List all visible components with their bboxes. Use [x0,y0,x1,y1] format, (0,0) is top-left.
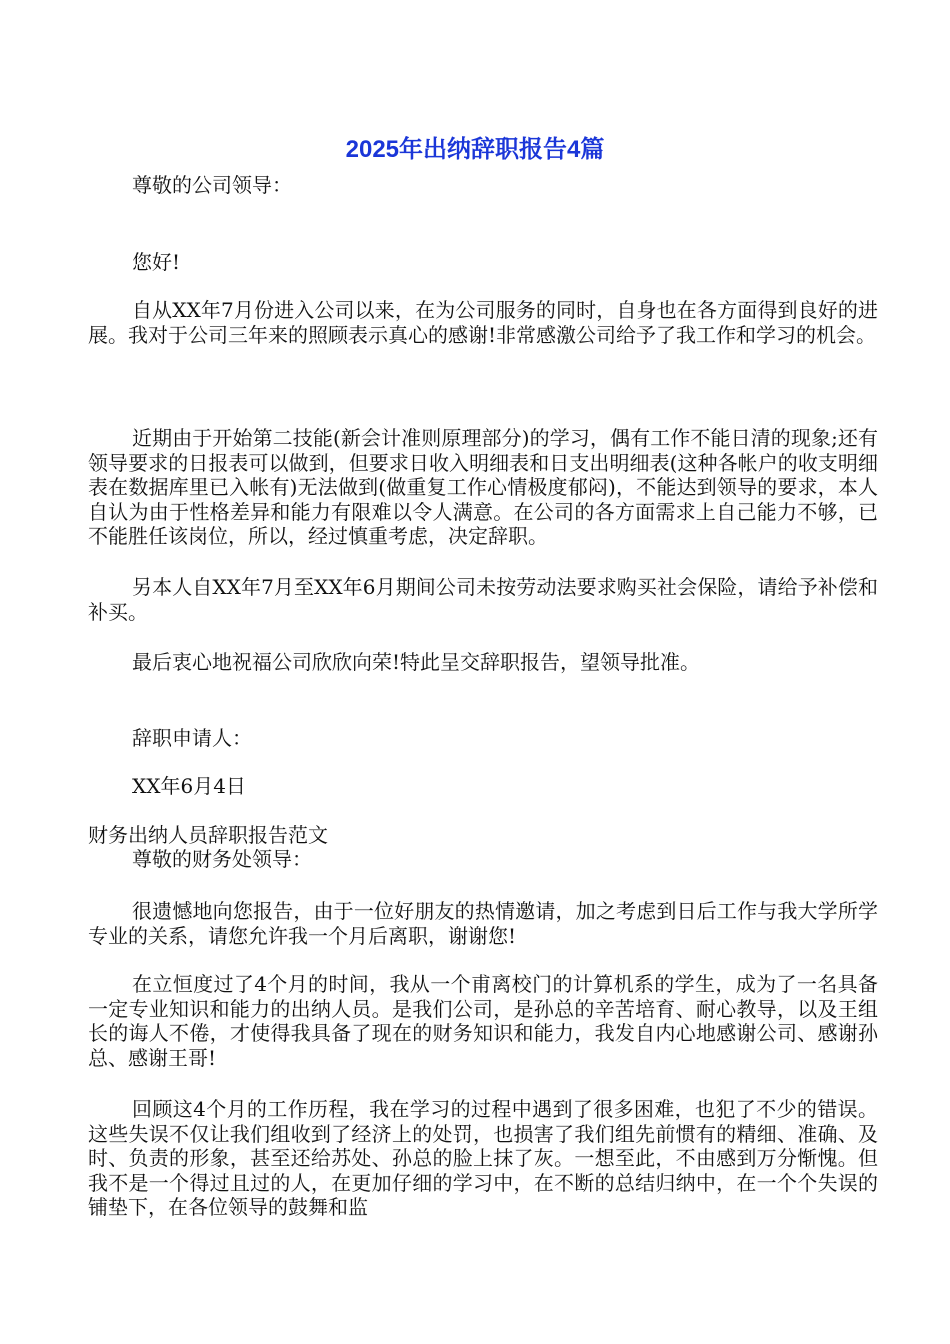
letter2-salutation: 尊敬的财务处领导： [132,847,312,871]
letter1-paragraph-1: 自从XX年7月份进入公司以来，在为公司服务的同时，自身也在各方面得到良好的进展。我对于公司三年来的照顾表示真心的感谢!非常感激公司给予了我工作和学习的机会。 [88,298,878,347]
letter2-paragraph-3: 回顾这4个月的工作历程，我在学习的过程中遇到了很多困难，也犯了不少的错误。这些失误不仅让我们组收到了经济上的处罚，也损害了我们组先前惯有的精细、准确、及时、负责的形象，甚至还给苏处、孙总的脸上抹了灰。一想至此，不由感到万分惭愧。但我不是一个得过且过的人，在更加仔细的学习中，在不断的总结归纳中，在一个个失误的铺垫下，在各位领导的鼓舞和监 [88,1097,878,1219]
letter1-date: XX年6月4日 [132,774,246,798]
letter2-heading: 财务出纳人员辞职报告范文 [88,823,328,847]
letter1-paragraph-4: 最后衷心地祝福公司欣欣向荣!特此呈交辞职报告，望领导批准。 [132,650,701,674]
letter2-paragraph-1: 很遗憾地向您报告，由于一位好朋友的热情邀请，加之考虑到日后工作与我大学所学专业的关系，请您允许我一个月后离职，谢谢您! [88,899,878,948]
letter1-greeting: 您好! [132,250,181,274]
letter1-signer: 辞职申请人： [132,726,252,750]
document-title: 2025年出纳辞职报告4篇 [345,136,605,163]
letter1-salutation: 尊敬的公司领导： [132,173,292,197]
letter1-paragraph-2: 近期由于开始第二技能(新会计准则原理部分)的学习，偶有工作不能日清的现象;还有领导要求的日报表可以做到，但要求日收入明细表和日支出明细表(这种各帐户的收支明细表在数据库里已入帐有)无法做到(做重复工作心情极度郁闷)，不能达到领导的要求，本人自认为由于性格差异和能力有限难以令人满意。在公司的各方面需求上自己能力不够，已不能胜任该岗位，所以，经过慎重考虑，决定辞职。 [88,426,878,548]
letter2-paragraph-2: 在立恒度过了4个月的时间，我从一个甫离校门的计算机系的学生，成为了一名具备一定专业知识和能力的出纳人员。是我们公司，是孙总的辛苦培育、耐心教导，以及王组长的诲人不倦，才使得我具备了现在的财务知识和能力，我发自内心地感谢公司、感谢孙总、感谢王哥! [88,972,878,1070]
letter1-paragraph-3: 另本人自XX年7月至XX年6月期间公司未按劳动法要求购买社会保险，请给予补偿和补买。 [88,575,878,624]
